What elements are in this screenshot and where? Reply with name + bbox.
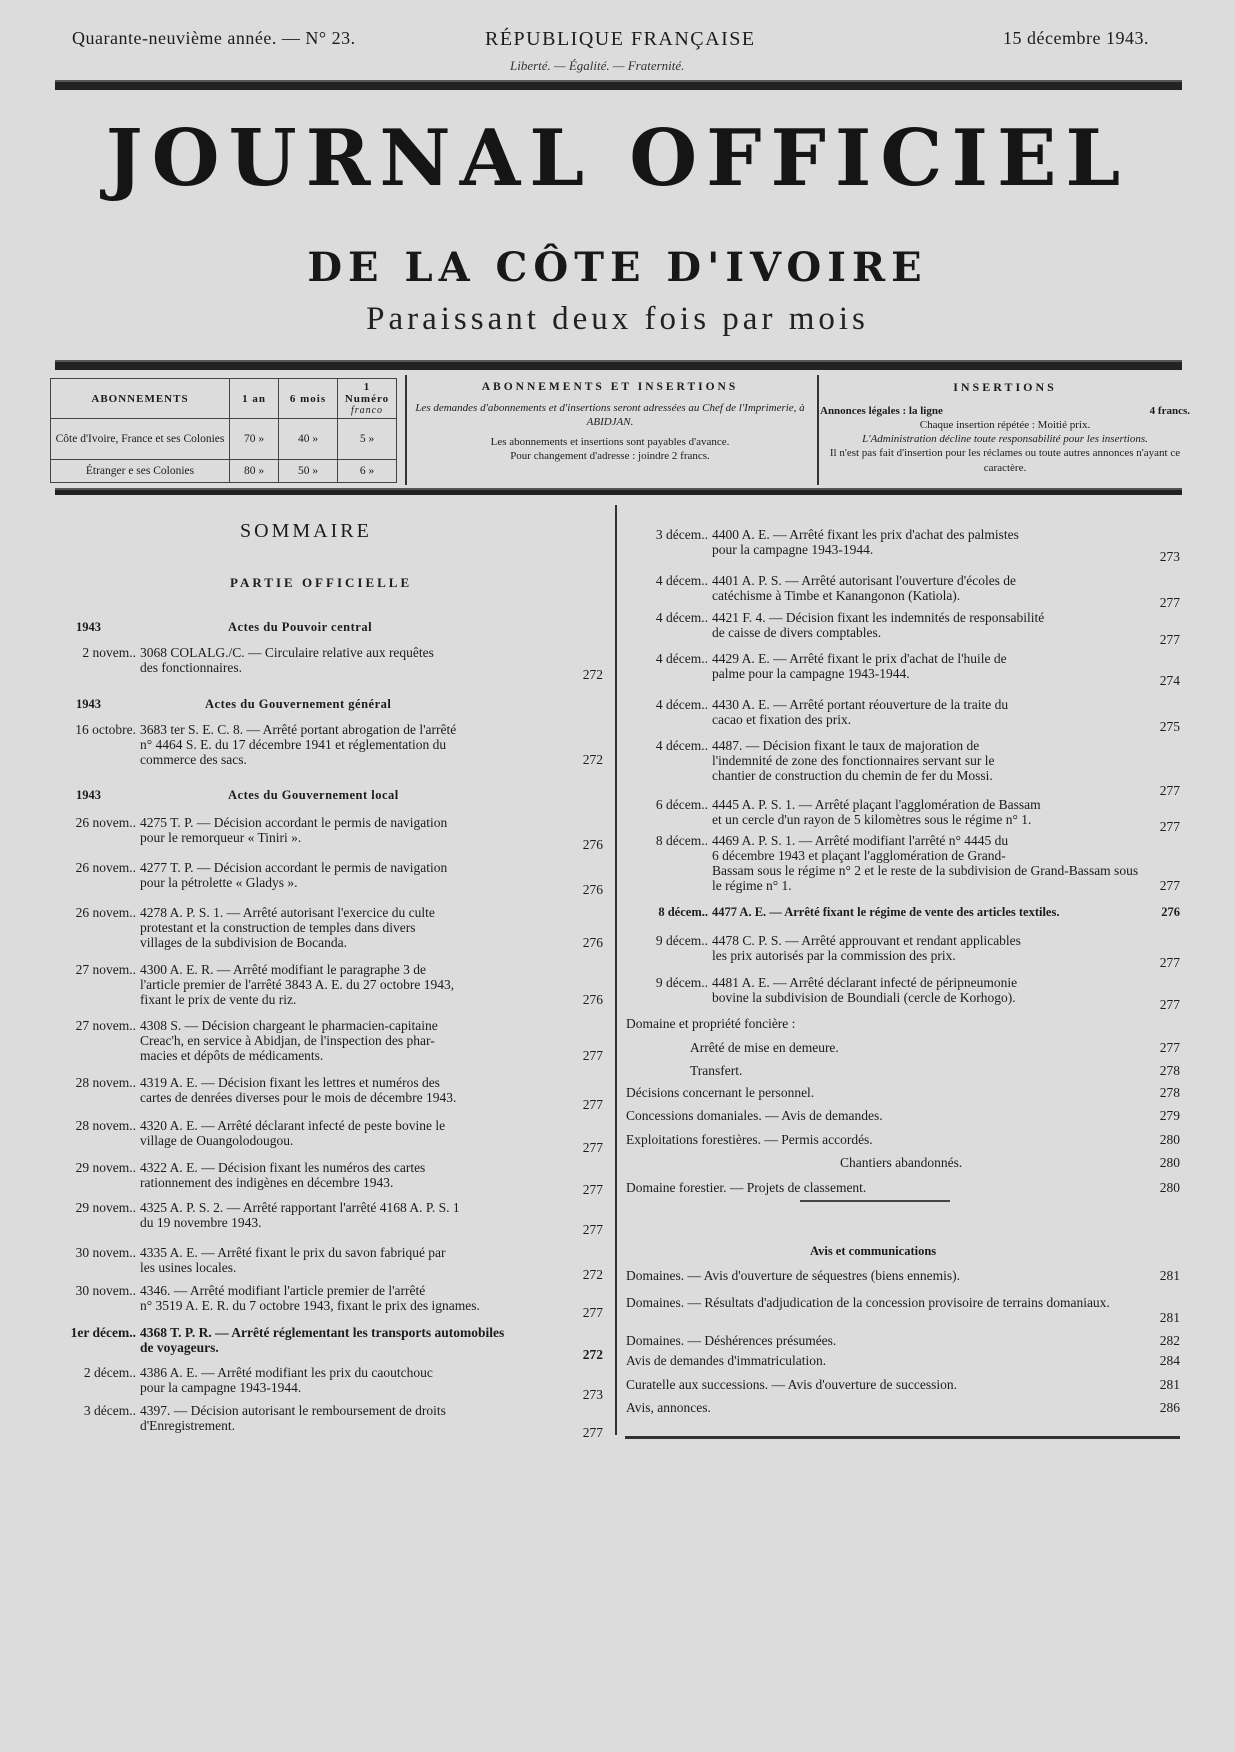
abonnements-text: Les abonnements et insertions sont payables d'avance. xyxy=(490,435,730,448)
issue-number: Quarante-neuvième année. — N° 23. xyxy=(72,28,356,48)
entry-page: 277 xyxy=(1159,595,1180,610)
entry-text: 4445 A. P. S. 1. — Arrêté plaçant l'agglomération de Bassam xyxy=(712,797,1041,812)
entry-date: 4 décem.. xyxy=(655,651,708,666)
entry-page: 277 xyxy=(582,1097,603,1112)
entry-text: 4401 A. P. S. — Arrêté autorisant l'ouverture d'écoles de xyxy=(712,573,1017,588)
entry-text: Bassam sous le régime n° 2 et le reste de la subdivision de Grand-Bassam sous le régime n° 1. xyxy=(712,863,1139,893)
entry-page: 281 xyxy=(1159,1268,1180,1283)
row-value: 50 » xyxy=(279,460,338,483)
avis-item: Domaines. — Avis d'ouverture de séquestres (biens ennemis). xyxy=(626,1268,960,1283)
domaine-heading: Domaine et propriété foncière : xyxy=(626,1016,796,1031)
entry-text: 6 décembre 1943 et plaçant l'agglomération de Grand- xyxy=(712,848,1006,863)
entry-text: 4469 A. P. S. 1. — Arrêté modifiant l'arrêté n° 4445 du xyxy=(712,833,1009,848)
avis-item: Curatelle aux successions. — Avis d'ouverture de succession. xyxy=(626,1377,957,1392)
entry-page: 276 xyxy=(582,837,603,852)
entry-date: 1er décem.. xyxy=(70,1325,136,1340)
entry-page: 277 xyxy=(582,1425,603,1440)
section-year: 1943 xyxy=(76,620,101,634)
entry-text: 4477 A. E. — Arrêté fixant le régime de vente des articles textiles. xyxy=(712,905,1060,919)
entry-page: 278 xyxy=(1159,1063,1180,1078)
entry-text: des fonctionnaires. xyxy=(140,660,242,675)
entry-text: pour la campagne 1943-1944. xyxy=(140,1380,302,1395)
entry-text: les prix autorisés par la commission des prix. xyxy=(712,948,956,963)
entry-text: les usines locales. xyxy=(140,1260,237,1275)
entry-page: 272 xyxy=(582,1267,603,1282)
col-1an: 1 an xyxy=(230,379,279,419)
entry-text: Creac'h, en service à Abidjan, de l'inspection des phar- xyxy=(140,1033,435,1048)
entry-page: 273 xyxy=(582,1387,603,1402)
issue-date: 15 décembre 1943. xyxy=(1003,28,1149,48)
entry-text: villages de la subdivision de Bocanda. xyxy=(140,935,347,950)
entry-page: 277 xyxy=(582,1182,603,1197)
entry-page: 276 xyxy=(582,882,603,897)
entry-page: 277 xyxy=(1159,955,1180,970)
entry-date: 28 novem.. xyxy=(75,1118,136,1133)
entry-date: 26 novem.. xyxy=(75,860,136,875)
motto: Liberté. — Égalité. — Fraternité. xyxy=(510,58,685,73)
section-year: 1943 xyxy=(76,788,101,802)
partie-officielle: PARTIE OFFICIELLE xyxy=(230,575,413,590)
entry-page: 272 xyxy=(582,1347,603,1362)
entry-date: 4 décem.. xyxy=(655,610,708,625)
entry-text: du 19 novembre 1943. xyxy=(140,1215,262,1230)
domaine-item: Concessions domaniales. — Avis de demandes. xyxy=(626,1108,883,1123)
entry-text: village de Ouangolodougou. xyxy=(140,1133,294,1148)
insertions-line: Chaque insertion répétée : Moitié prix. xyxy=(919,418,1091,431)
entry-text: d'Enregistrement. xyxy=(140,1418,236,1433)
row-value: 6 » xyxy=(338,460,397,483)
entry-page: 276 xyxy=(582,992,603,1007)
entry-text: 4300 A. E. R. — Arrêté modifiant le paragraphe 3 de xyxy=(140,962,427,977)
entry-page: 277 xyxy=(582,1305,603,1320)
entry-text: catéchisme à Timbe et Kanangonon (Katiola). xyxy=(712,588,961,603)
entry-text: de caisse de divers comptables. xyxy=(712,625,882,640)
avis-heading: Avis et communications xyxy=(810,1244,937,1258)
entry-text: 4278 A. P. S. 1. — Arrêté autorisant l'exercice du culte xyxy=(140,905,435,920)
entry-page: 277 xyxy=(582,1048,603,1063)
entry-date: 3 décem.. xyxy=(83,1403,136,1418)
entry-text: rationnement des indigènes en décembre 1943. xyxy=(140,1175,394,1190)
avis-item: Domaines. — Déshérences présumées. xyxy=(626,1333,837,1348)
entry-text: palme pour la campagne 1943-1944. xyxy=(712,666,910,681)
insertions-line: Annonces légales : la ligne xyxy=(820,404,943,417)
section-title: Actes du Pouvoir central xyxy=(228,620,373,634)
entry-date: 26 novem.. xyxy=(75,815,136,830)
entry-text: macies et dépôts de médicaments. xyxy=(140,1048,324,1063)
entry-date: 6 décem.. xyxy=(655,797,708,812)
entry-page: 277 xyxy=(1159,783,1180,798)
entry-text: 4325 A. P. S. 2. — Arrêté rapportant l'arrêté 4168 A. P. S. 1 xyxy=(140,1200,460,1215)
row-value: 70 » xyxy=(230,419,279,460)
entry-text: pour la pétrolette « Gladys ». xyxy=(140,875,298,890)
domaine-item: Chantiers abandonnés. xyxy=(840,1155,963,1170)
avis-item: Avis de demandes d'immatriculation. xyxy=(626,1353,827,1368)
entry-text: cacao et fixation des prix. xyxy=(712,712,852,727)
entry-text: 4478 C. P. S. — Arrêté approuvant et rendant applicables xyxy=(712,933,1021,948)
entry-text: 4346. — Arrêté modifiant l'article premier de l'arrêté xyxy=(140,1283,426,1298)
entry-text: 4421 F. 4. — Décision fixant les indemnités de responsabilité xyxy=(712,610,1045,625)
entry-page: 278 xyxy=(1159,1085,1180,1100)
entry-text: de voyageurs. xyxy=(140,1340,219,1355)
entry-text: pour le remorqueur « Tiniri ». xyxy=(140,830,302,845)
entry-date: 9 décem.. xyxy=(655,933,708,948)
entry-page: 273 xyxy=(1159,549,1180,564)
entry-page: 276 xyxy=(582,935,603,950)
col-numero-sub: franco xyxy=(350,405,384,416)
col-numero-label: 1 Numéro xyxy=(344,381,390,405)
avis-item: Domaines. — Résultats d'adjudication de la concession provisoire de terrains domaniaux. xyxy=(626,1295,1110,1310)
entry-text: 4277 T. P. — Décision accordant le permis de navigation xyxy=(140,860,448,875)
entry-page: 276 xyxy=(1161,905,1180,919)
entry-page: 274 xyxy=(1159,673,1180,688)
entry-text: 3683 ter S. E. C. 8. — Arrêté portant abrogation de l'arrêté xyxy=(140,722,457,737)
row-value: 5 » xyxy=(338,419,397,460)
entry-date: 9 décem.. xyxy=(655,975,708,990)
entry-page: 279 xyxy=(1159,1108,1180,1123)
entry-text: fixant le prix de vente du riz. xyxy=(140,992,297,1007)
entry-date: 27 novem.. xyxy=(75,962,136,977)
entry-text: 4275 T. P. — Décision accordant le permis de navigation xyxy=(140,815,448,830)
entry-date: 3 décem.. xyxy=(655,527,708,542)
entry-text: 4487. — Décision fixant le taux de majoration de xyxy=(712,738,980,753)
section-title: Actes du Gouvernement local xyxy=(228,788,399,802)
col-6mois: 6 mois xyxy=(279,379,338,419)
domaine-end-rule xyxy=(800,1200,950,1202)
entry-page: 280 xyxy=(1159,1132,1180,1147)
entry-text: 4400 A. E. — Arrêté fixant les prix d'achat des palmistes xyxy=(712,527,1019,542)
entry-text: chantier de construction du chemin de fer du Mossi. xyxy=(712,768,993,783)
entry-page: 282 xyxy=(1159,1333,1180,1348)
entry-text: 4335 A. E. — Arrêté fixant le prix du savon fabriqué par xyxy=(140,1245,446,1260)
entry-page: 277 xyxy=(1159,878,1180,893)
entry-date: 2 novem.. xyxy=(82,645,136,660)
entry-text: et un cercle d'un rayon de 5 kilomètres sous le régime n° 1. xyxy=(712,812,1032,827)
entry-text: 4429 A. E. — Arrêté fixant le prix d'achat de l'huile de xyxy=(712,651,1007,666)
entry-page: 277 xyxy=(582,1222,603,1237)
row-label: Étranger e ses Colonies xyxy=(51,460,230,483)
entry-page: 277 xyxy=(1159,819,1180,834)
row-value: 40 » xyxy=(279,419,338,460)
entry-date: 4 décem.. xyxy=(655,697,708,712)
row-value: 80 » xyxy=(230,460,279,483)
entry-page: 277 xyxy=(1159,1040,1180,1055)
entry-date: 8 décem.. xyxy=(658,905,708,919)
entry-date: 28 novem.. xyxy=(75,1075,136,1090)
abonnements-insertions-heading: ABONNEMENTS ET INSERTIONS xyxy=(481,381,739,393)
entry-date: 8 décem.. xyxy=(655,833,708,848)
entry-text: l'indemnité de zone des fonctionnaires servant sur le xyxy=(712,753,995,768)
entry-date: 29 novem.. xyxy=(75,1200,136,1215)
entry-date: 27 novem.. xyxy=(75,1018,136,1033)
entry-page: 277 xyxy=(1159,632,1180,647)
entry-date: 29 novem.. xyxy=(75,1160,136,1175)
entry-page: 280 xyxy=(1159,1155,1180,1170)
entry-page: 284 xyxy=(1159,1353,1180,1368)
entry-page: 272 xyxy=(582,667,603,682)
sommaire-end-rule xyxy=(625,1436,1180,1439)
abonnements-text: Pour changement d'adresse : joindre 2 francs. xyxy=(510,449,710,462)
entry-page: 277 xyxy=(582,1140,603,1155)
entry-page: 272 xyxy=(582,752,603,767)
entry-page: 281 xyxy=(1159,1377,1180,1392)
entry-page: 286 xyxy=(1159,1400,1180,1415)
entry-text: 4386 A. E. — Arrêté modifiant les prix du caoutchouc xyxy=(140,1365,433,1380)
domaine-item: Décisions concernant le personnel. xyxy=(626,1085,815,1100)
entry-text: 4481 A. E. — Arrêté déclarant infecté de péripneumonie xyxy=(712,975,1018,990)
entry-date: 4 décem.. xyxy=(655,738,708,753)
entry-text: protestant et la construction de temples dans divers xyxy=(140,920,416,935)
entry-text: 4430 A. E. — Arrêté portant réouverture de la traite du xyxy=(712,697,1009,712)
entry-text: n° 4464 S. E. du 17 décembre 1941 et réglementation du xyxy=(140,737,447,752)
entry-text: 4322 A. E. — Décision fixant les numéros des cartes xyxy=(140,1160,426,1175)
section-title: Actes du Gouvernement général xyxy=(205,697,392,711)
entry-text: 4308 S. — Décision chargeant le pharmacien-capitaine xyxy=(140,1018,438,1033)
entry-page: 280 xyxy=(1159,1180,1180,1195)
entry-date: 26 novem.. xyxy=(75,905,136,920)
entry-text: 4319 A. E. — Décision fixant les lettres et numéros des xyxy=(140,1075,440,1090)
row-label: Côte d'Ivoire, France et ses Colonies xyxy=(51,419,230,460)
insertions-price: 4 francs. xyxy=(1149,404,1190,417)
republic-label: RÉPUBLIQUE FRANÇAISE xyxy=(485,28,756,50)
subscription-heading: ABONNEMENTS xyxy=(51,379,230,419)
entry-text: l'article premier de l'arrêté 3843 A. E. du 27 octobre 1943, xyxy=(140,977,455,992)
publication-frequency: Paraissant deux fois par mois xyxy=(366,301,869,337)
entry-date: 2 décem.. xyxy=(83,1365,136,1380)
journal-subtitle: DE LA CÔTE D'IVOIRE xyxy=(307,244,928,291)
sommaire-title: SOMMAIRE xyxy=(240,520,372,542)
domaine-item: Transfert. xyxy=(690,1063,743,1078)
insertions-line: Il n'est pas fait d'insertion pour les réclames ou toute autres annonces n'ayant ce caractère. xyxy=(829,447,1181,474)
domaine-item: Arrêté de mise en demeure. xyxy=(690,1040,839,1055)
entry-text: commerce des sacs. xyxy=(140,752,247,767)
domaine-item: Domaine forestier. — Projets de classement. xyxy=(626,1180,867,1195)
entry-date: 16 octobre. xyxy=(75,722,136,737)
entry-text: 3068 COLALG./C. — Circulaire relative aux requêtes xyxy=(140,645,434,660)
entry-date: 30 novem.. xyxy=(75,1245,136,1260)
section-year: 1943 xyxy=(76,697,101,711)
entry-text: pour la campagne 1943-1944. xyxy=(712,542,874,557)
insertions-heading: INSERTIONS xyxy=(953,380,1057,394)
entry-page: 275 xyxy=(1159,719,1180,734)
entry-text: 4368 T. P. R. — Arrêté réglementant les transports automobiles xyxy=(140,1325,505,1340)
entry-date: 4 décem.. xyxy=(655,573,708,588)
entry-page: 277 xyxy=(1159,997,1180,1012)
entry-text: n° 3519 A. E. R. du 7 octobre 1943, fixant le prix des ignames. xyxy=(140,1298,480,1313)
abonnements-text: Les demandes d'abonnements et d'insertions seront adressées au Chef de l'Imprimerie, à ABIDJAN. xyxy=(415,401,805,429)
entry-page: 281 xyxy=(1159,1310,1180,1325)
entry-text: cartes de denrées diverses pour le mois de décembre 1943. xyxy=(140,1090,457,1105)
entry-text: bovine la subdivision de Boundiali (cercle de Korhogo). xyxy=(712,990,1016,1005)
entry-date: 30 novem.. xyxy=(75,1283,136,1298)
avis-item: Avis, annonces. xyxy=(626,1400,711,1415)
journal-title: JOURNAL OFFICIEL xyxy=(105,113,1130,204)
entry-text: 4397. — Décision autorisant le remboursement de droits xyxy=(140,1403,446,1418)
domaine-item: Exploitations forestières. — Permis accordés. xyxy=(626,1132,873,1147)
entry-text: 4320 A. E. — Arrêté déclarant infecté de peste bovine le xyxy=(140,1118,446,1133)
insertions-line: L'Administration décline toute responsabilité pour les insertions. xyxy=(862,433,1148,446)
